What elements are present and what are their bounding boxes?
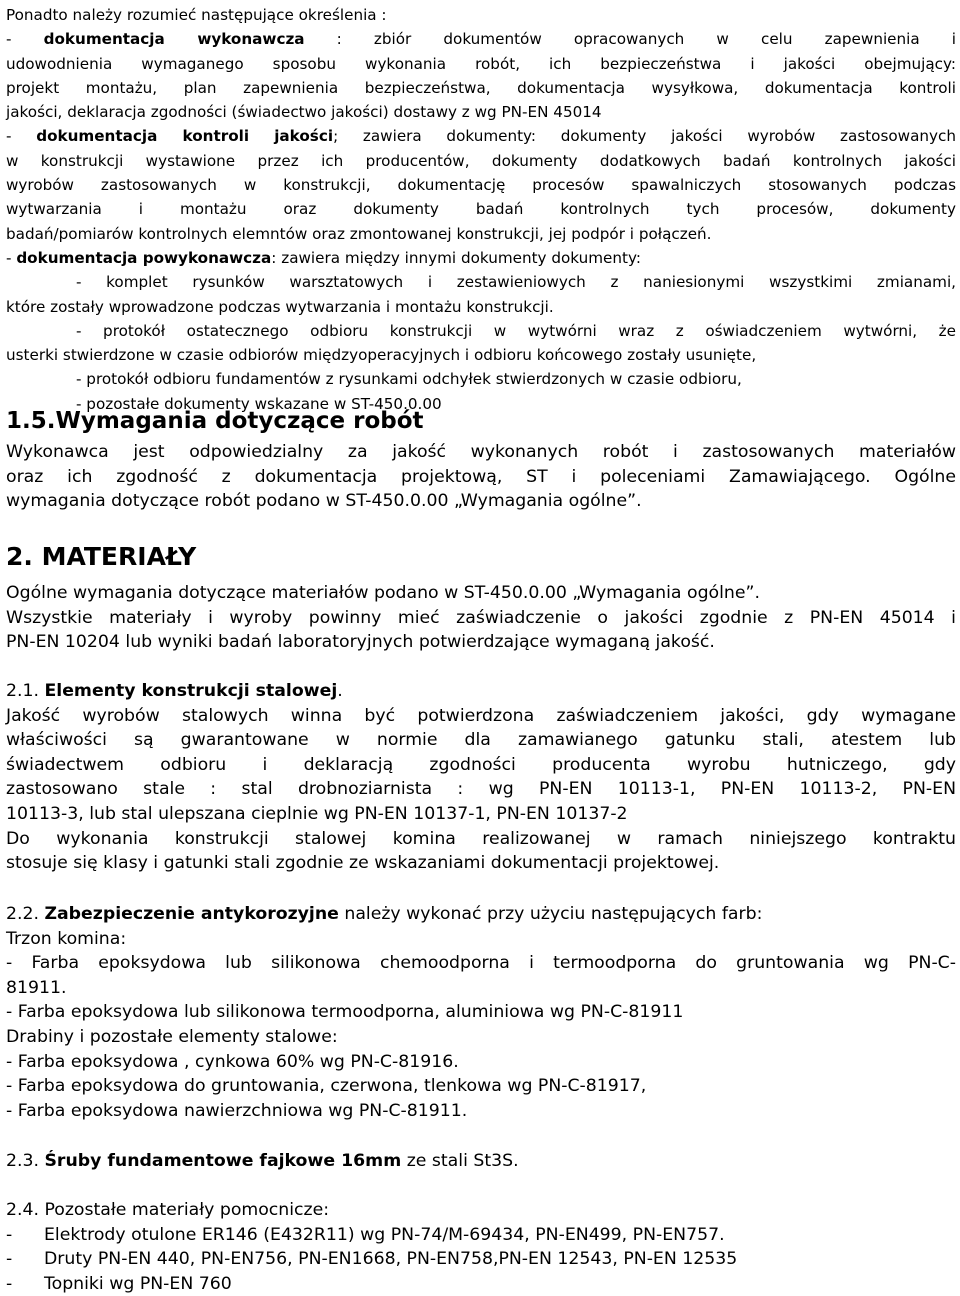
s22-line-3: 81911. bbox=[6, 977, 67, 998]
s21-line-7: stosuje się klasy i gatunki stali zgodnie ze wskazaniami dokumentacji projektowej. bbox=[6, 853, 720, 874]
s2-line-1: Ogólne wymagania dotyczące materiałów podano w ST-450.0.00 „Wymagania ogólne”. bbox=[6, 583, 760, 603]
s22-line-5: Drabiny i pozostałe elementy stalowe: bbox=[6, 1026, 338, 1047]
s21-line-4: zastosowano stale : stal drobnoziarnista : wg PN-EN 10113-1, PN-EN 10113-2, PN-EN bbox=[6, 779, 956, 800]
list-item: - Elektrody otulone ER146 (E432R11) wg PN-74/M-69434, PN-EN499, PN-EN757. bbox=[6, 1224, 725, 1245]
s22-line-6: - Farba epoksydowa , cynkowa 60% wg PN-C-81916. bbox=[6, 1051, 459, 1072]
section-1-5-heading: 1.5.Wymagania dotyczące robót bbox=[6, 408, 424, 434]
s22-heading: 2.2. Zabezpieczenie antykorozyjne należy wykonać przy użyciu następujących farb: bbox=[6, 904, 763, 924]
section-2-heading: 2. MATERIAŁY bbox=[6, 542, 197, 571]
def2-term: dokumentacja kontroli jakości bbox=[36, 127, 334, 146]
def3-item4: - pozostałe dokumenty wskazane w ST-450.0.00 bbox=[76, 394, 442, 413]
s21-line-5: 10113-3, lub stal ulepszana cieplnie wg PN-EN 10137-1, PN-EN 10137-2 bbox=[6, 803, 628, 824]
s15-line-2: oraz ich zgodność z dokumentacja projektową, ST i poleceniami Zamawiającego. Ogólne bbox=[6, 466, 956, 487]
s22-line-4: - Farba epoksydowa lub silikonowa termoodporna, aluminiowa wg PN-C-81911 bbox=[6, 1002, 684, 1023]
section-1-5-body bbox=[6, 440, 956, 514]
s22-line-1: Trzon komina: bbox=[6, 928, 127, 949]
def3-item1-line-1: - komplet rysunków warsztatowych i zestawieniowych z naniesionymi wszystkimi zmianami, bbox=[76, 273, 956, 292]
def1-line-3: projekt montażu, plan zapewnienia bezpieczeństwa, dokumentacja wysyłkowa, dokumentacja kontroli bbox=[6, 78, 956, 97]
def1-term: dokumentacja wykonawcza bbox=[43, 30, 305, 49]
s23-title: Śruby fundamentowe fajkowe 16mm bbox=[44, 1151, 402, 1171]
def2-line-1: - dokumentacja kontroli jakości; zawiera dokumenty: dokumenty jakości wyrobów zastosowanych bbox=[6, 127, 957, 146]
s22-line-2: - Farba epoksydowa lub silikonowa chemoodporna i termoodporna do gruntowania wg PN-C- bbox=[6, 953, 956, 974]
s2-line-2: Wszystkie materiały i wyroby powinny mieć zaświadczenie o jakości zgodnie z PN-EN 45014 i bbox=[6, 607, 956, 628]
def2-line-2: w konstrukcji wystawione przez ich producentów, dokumenty dodatkowych badań kontrolnych jakości bbox=[6, 151, 956, 170]
def3-item3: - protokół odbioru fundamentów z rysunkami odchyłek stwierdzonych w czasie odbioru, bbox=[76, 370, 742, 389]
list-item: - Topniki wg PN-EN 760 bbox=[6, 1273, 232, 1294]
section-2-body bbox=[6, 581, 956, 655]
s21-line-3: świadectwem odbioru i deklaracją zgodności producenta wyrobu hutniczego, gdy bbox=[6, 754, 956, 775]
s22-line-8: - Farba epoksydowa nawierzchniowa wg PN-C-81911. bbox=[6, 1100, 468, 1121]
s22-title: Zabezpieczenie antykorozyjne bbox=[44, 904, 339, 924]
s2-line-3: PN-EN 10204 lub wyniki badań laboratoryjnych potwierdzające wymaganą jakość. bbox=[6, 632, 715, 653]
section-2-1 bbox=[6, 679, 956, 876]
def3-item2-line-2: usterki stwierdzone w czasie odbiorów międzyoperacyjnych i odbioru końcowego zostały usunięte, bbox=[6, 346, 757, 365]
s24-heading: 2.4. Pozostałe materiały pomocnicze: bbox=[6, 1200, 330, 1220]
def2-line-5: badań/pomiarów kontrolnych elemntów oraz zmontowanej konstrukcji, jej podpór i połączeń. bbox=[6, 224, 712, 243]
def2-line-4: wytwarzania i montażu oraz dokumenty badań kontrolnych tych procesów, dokumenty bbox=[6, 200, 956, 219]
s15-line-3: wymagania dotyczące robót podano w ST-450.0.00 „Wymagania ogólne”. bbox=[6, 491, 642, 512]
section-2-3 bbox=[6, 1149, 956, 1174]
def3-term: dokumentacja powykonawcza bbox=[16, 248, 272, 267]
s21-line-1: Jakość wyrobów stalowych winna być potwierdzona zaświadczeniem jakości, gdy wymagane bbox=[6, 705, 956, 726]
s21-heading: 2.1. Elementy konstrukcji stalowej. bbox=[6, 681, 343, 701]
s21-title: Elementy konstrukcji stalowej bbox=[44, 681, 338, 701]
def1-line-1: - dokumentacja wykonawcza : zbiór dokumentów opracowanych w celu zapewnienia i bbox=[6, 30, 956, 49]
s15-line-1: Wykonawca jest odpowiedzialny za jakość wykonanych robót i zastosowanych materiałów bbox=[6, 442, 956, 462]
intro-line: Ponadto należy rozumieć następujące określenia : bbox=[6, 6, 387, 24]
definitions-section bbox=[6, 3, 956, 416]
def2-line-3: wyrobów zastosowanych w konstrukcji, dokumentację procesów spawalniczych stosowanych podczas bbox=[6, 176, 956, 195]
list-item: - Druty PN-EN 440, PN-EN756, PN-EN1668, PN-EN758,PN-EN 12543, PN-EN 12535 bbox=[6, 1249, 738, 1270]
s23-heading: 2.3. Śruby fundamentowe fajkowe 16mm ze stali St3S. bbox=[6, 1151, 519, 1171]
def1-line-4: jakości, deklaracja zgodności (świadectwo jakości) dostawy z wg PN-EN 45014 bbox=[6, 103, 602, 122]
def3-line-1: - dokumentacja powykonawcza: zawiera między innymi dokumenty dokumenty: bbox=[6, 248, 641, 267]
def1-line-2: udowodnienia wymaganego sposobu wykonania robót, ich bezpieczeństwa i jakości obejmujący: bbox=[6, 54, 956, 73]
s22-line-7: - Farba epoksydowa do gruntowania, czerwona, tlenkowa wg PN-C-81917, bbox=[6, 1076, 647, 1097]
def3-item1-line-2: które zostały wprowadzone podczas wytwarzania i montażu konstrukcji. bbox=[6, 297, 554, 316]
section-2-2 bbox=[6, 902, 956, 1123]
s21-line-2: właściwości są gwarantowane w normie dla zamawianego gatunku stali, atestem lub bbox=[6, 730, 956, 751]
s21-line-6: Do wykonania konstrukcji stalowej komina realizowanej w ramach niniejszego kontraktu bbox=[6, 828, 956, 849]
def3-item2-line-1: - protokół ostatecznego odbioru konstrukcji w wytwórni wraz z oświadczeniem wytwórni, że bbox=[76, 321, 956, 340]
section-2-4 bbox=[6, 1198, 956, 1296]
